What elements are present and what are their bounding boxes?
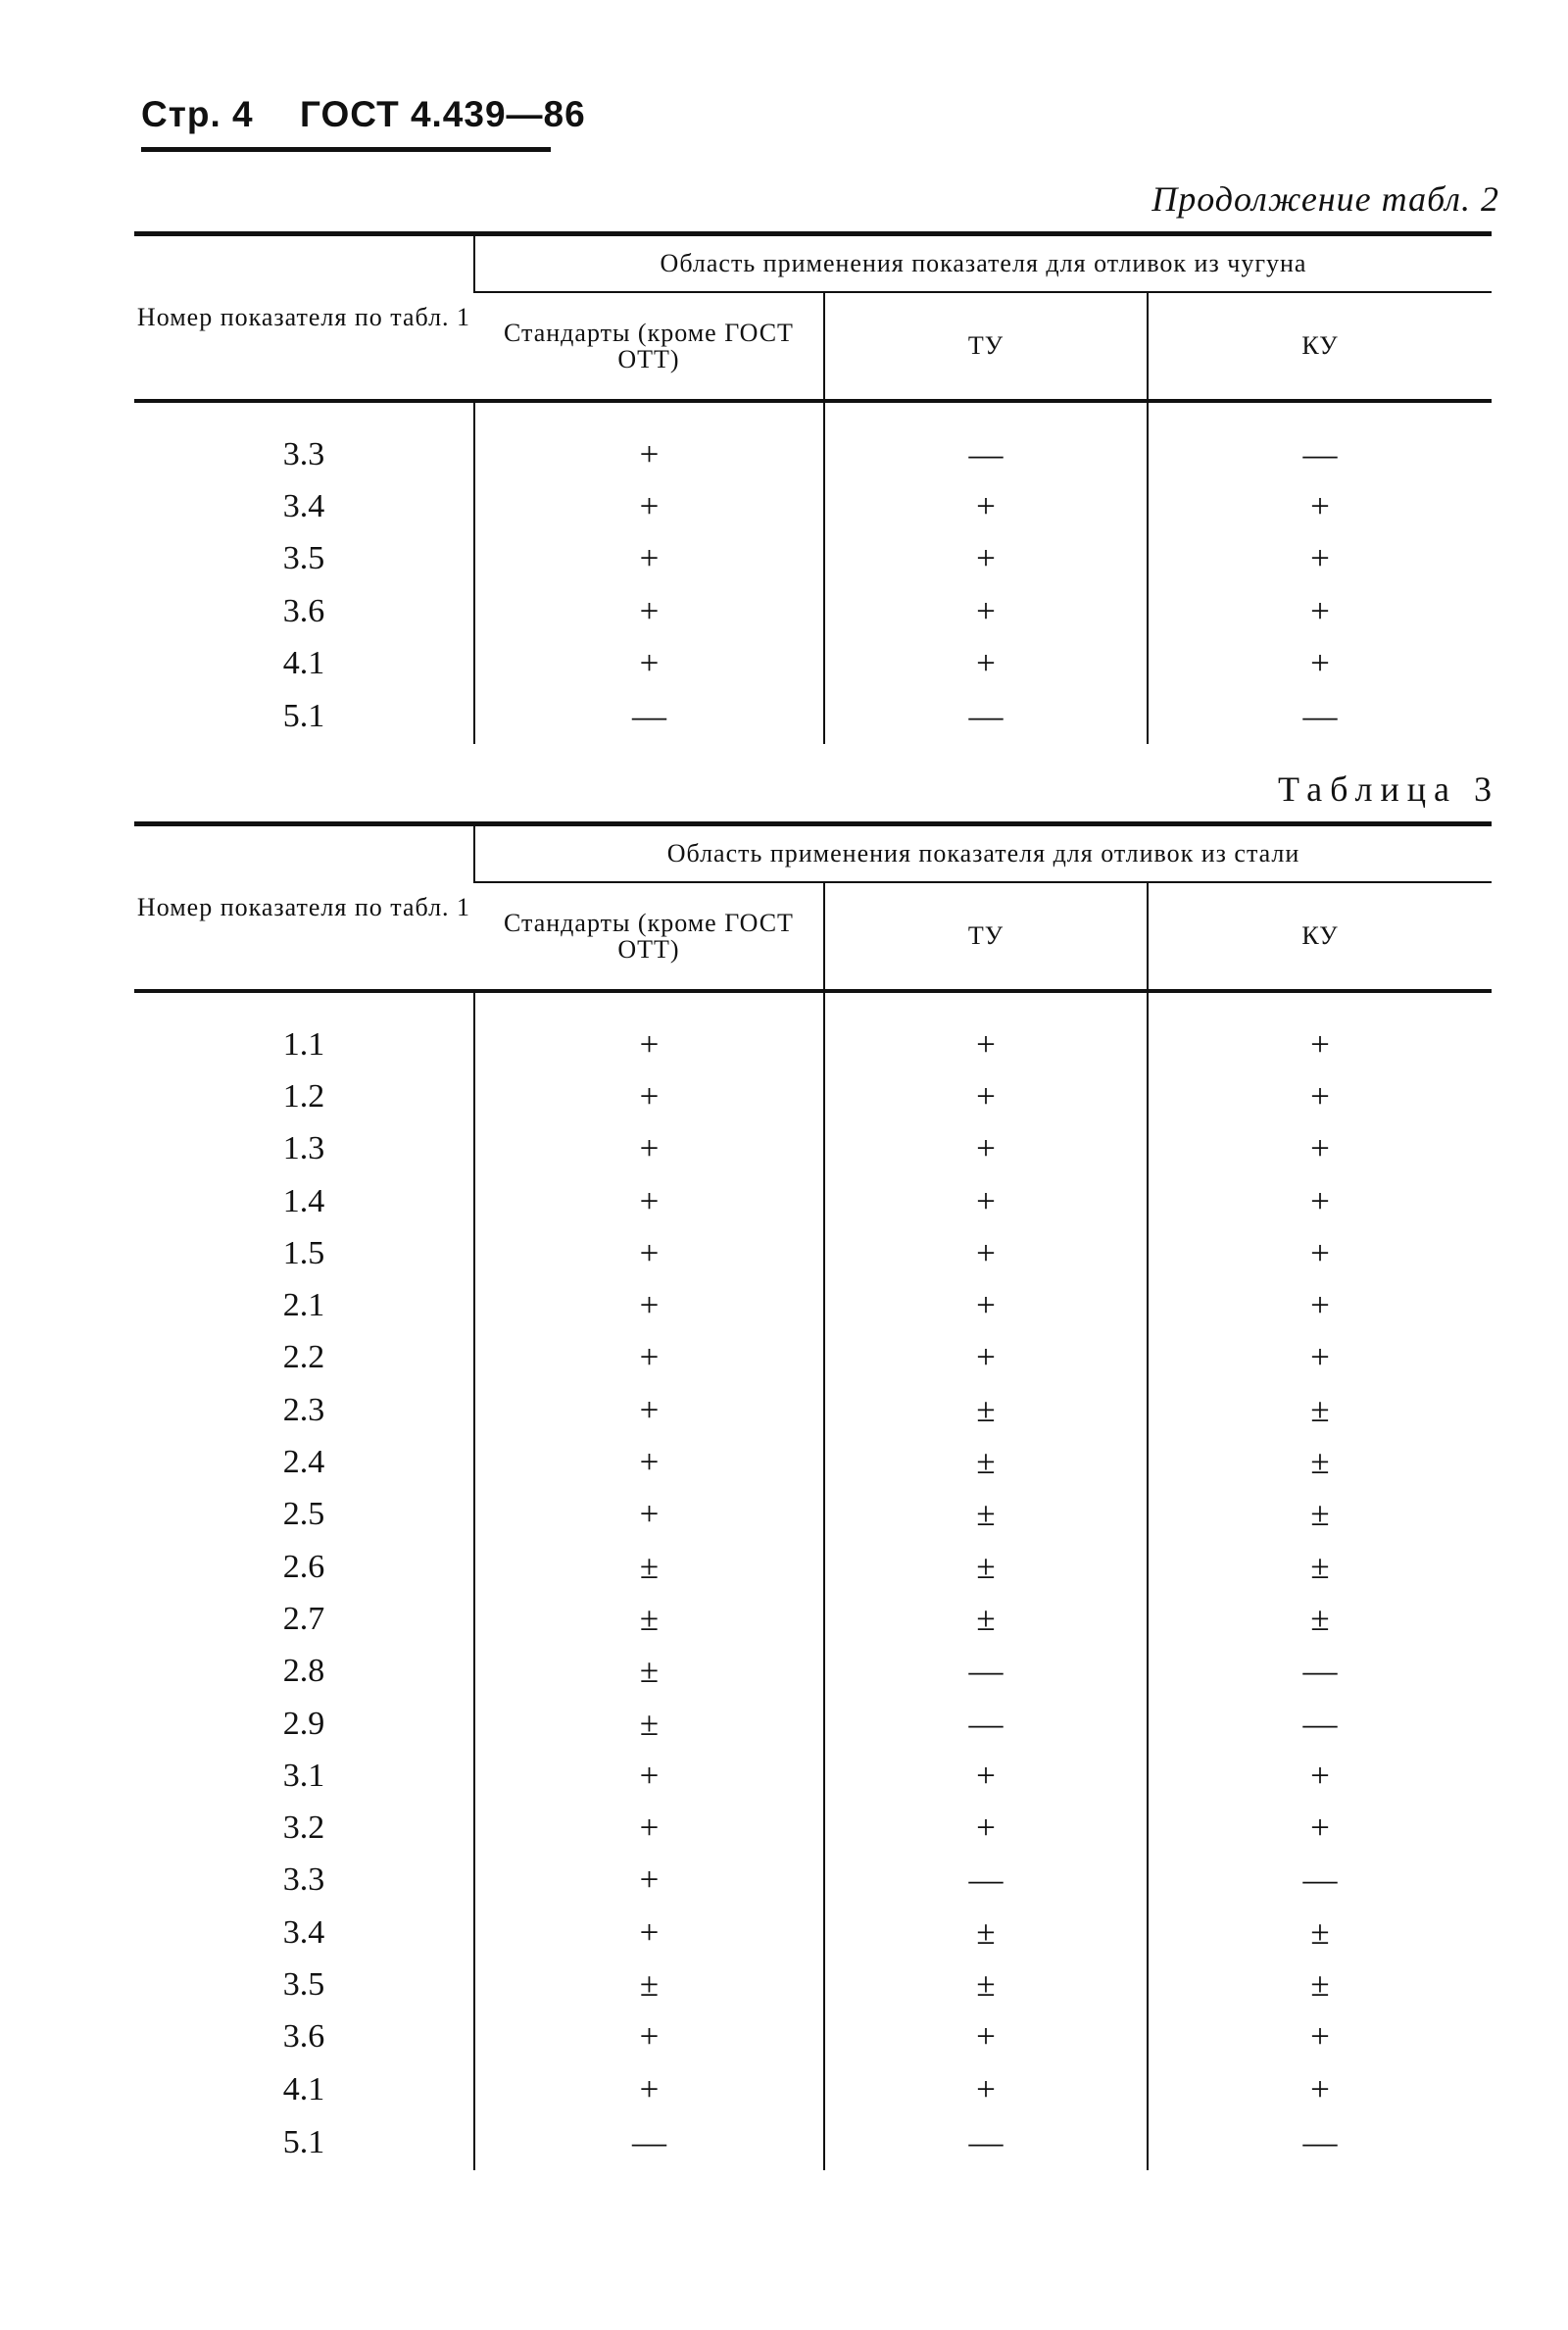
tu-cell: ± [824,1593,1148,1645]
indicator-number-cell: 4.1 [282,2070,325,2107]
ku-cell: + [1148,1018,1492,1070]
ku-cell: — [1148,1855,1492,1907]
table-row [134,1018,1492,1070]
tu-header: ТУ [824,292,1148,401]
page-header [141,90,586,152]
tu-cell: + [824,1802,1148,1854]
indicator-number-cell: 1.1 [282,1025,325,1063]
table-row [134,585,1492,637]
indicator-number-cell: 2.9 [282,1705,325,1742]
indicator-number-cell: 3.6 [282,592,325,629]
ku-cell: ± [1148,1436,1492,1488]
tu-cell: + [824,1279,1148,1331]
tu-cell: ± [824,1541,1148,1593]
standards-cell: + [474,428,824,480]
table-row [134,1279,1492,1331]
ku-cell: ± [1148,1489,1492,1541]
standards-cell: + [474,1070,824,1122]
standards-header: Стандарты (кроме ГОСТ ОТТ) [474,292,824,401]
standards-cell: + [474,1227,824,1279]
application-area-header: Область применения показателя для отливок из стали [474,824,1492,883]
tu-cell: + [824,585,1148,637]
ku-cell: + [1148,533,1492,585]
tu-cell: + [824,2063,1148,2115]
table-row [134,1332,1492,1384]
table-row [134,533,1492,585]
tu-cell: + [824,1175,1148,1227]
ku-cell: — [1148,1698,1492,1750]
table-row [134,1855,1492,1907]
table-row [134,2011,1492,2063]
standards-cell: + [474,480,824,532]
tu-cell: ± [824,1436,1148,1488]
indicator-number-cell: 3.5 [282,1965,325,2003]
table-row [134,1750,1492,1802]
ku-cell: + [1148,1123,1492,1175]
standard-number: ГОСТ 4.439—86 [300,94,586,134]
table-row [134,2115,1492,2170]
ku-cell: + [1148,2063,1492,2115]
indicator-number-cell: 3.6 [282,2018,325,2056]
ku-cell: ± [1148,1541,1492,1593]
tu-cell: + [824,1070,1148,1122]
standards-cell: + [474,1855,824,1907]
indicator-number-header: Номер показателя по табл. 1 [134,234,474,402]
indicator-number-cell: 1.5 [282,1234,325,1271]
table-row [134,1802,1492,1854]
tu-cell: + [824,1750,1148,1802]
indicator-number-cell: 5.1 [282,698,325,735]
ku-cell: — [1148,428,1492,480]
ku-cell: + [1148,1802,1492,1854]
tu-cell: + [824,1332,1148,1384]
ku-cell: + [1148,2011,1492,2063]
indicator-number-cell: 3.3 [282,1861,325,1899]
indicator-number-cell: 4.1 [282,644,325,681]
tu-cell: + [824,2011,1148,2063]
indicator-number-cell: 2.1 [282,1287,325,1324]
table-row [134,428,1492,480]
indicator-number-cell: 2.4 [282,1444,325,1481]
table-row [134,1123,1492,1175]
tu-header: ТУ [824,882,1148,991]
table-row [134,1175,1492,1227]
tu-cell: — [824,428,1148,480]
standards-cell: + [474,1436,824,1488]
page-number: Стр. 4 [141,94,254,134]
standards-cell: + [474,1907,824,1958]
tu-cell: ± [824,1907,1148,1958]
ku-cell: + [1148,1227,1492,1279]
table-row [134,1489,1492,1541]
tu-cell: ± [824,1489,1148,1541]
table-row [134,1593,1492,1645]
standards-cell: + [474,533,824,585]
ku-cell: + [1148,637,1492,689]
ku-cell: — [1148,689,1492,744]
standards-cell: — [474,689,824,744]
ku-cell: + [1148,1070,1492,1122]
standards-cell: ± [474,1698,824,1750]
table-3 [134,821,1492,2170]
tu-cell: + [824,533,1148,585]
table-row [134,637,1492,689]
table-row [134,1384,1492,1436]
standards-header: Стандарты (кроме ГОСТ ОТТ) [474,882,824,991]
tu-cell: — [824,689,1148,744]
tu-cell: + [824,480,1148,532]
indicator-number-cell: 2.8 [282,1653,325,1690]
tu-cell: + [824,637,1148,689]
standards-cell: + [474,1332,824,1384]
table-row [134,1646,1492,1698]
standards-cell: + [474,1750,824,1802]
ku-cell: + [1148,1279,1492,1331]
tu-cell: + [824,1018,1148,1070]
standards-cell: + [474,2063,824,2115]
table-row [134,2063,1492,2115]
ku-cell: — [1148,2115,1492,2170]
table-row [134,1541,1492,1593]
tu-cell: + [824,1123,1148,1175]
tu-cell: — [824,1698,1148,1750]
indicator-number-header: Номер показателя по табл. 1 [134,824,474,992]
tu-cell: ± [824,1384,1148,1436]
standards-cell: + [474,1123,824,1175]
indicator-number-cell: 2.2 [282,1339,325,1376]
standards-cell: ± [474,1646,824,1698]
ku-header: КУ [1148,292,1492,401]
table-row [134,689,1492,744]
ku-cell: + [1148,585,1492,637]
table-2-continued [134,231,1492,744]
ku-cell: + [1148,480,1492,532]
indicator-number-cell: 1.2 [282,1077,325,1115]
standards-cell: ± [474,1593,824,1645]
indicator-number-cell: 3.2 [282,1809,325,1847]
table-row [134,1698,1492,1750]
indicator-number-cell: 3.4 [282,1913,325,1951]
table3-caption: Таблица 3 [1278,769,1499,809]
indicator-number-cell: 5.1 [282,2124,325,2161]
tu-cell: ± [824,1958,1148,2010]
tu-cell: — [824,1855,1148,1907]
ku-cell: + [1148,1750,1492,1802]
ku-cell: + [1148,1175,1492,1227]
indicator-number-cell: 3.4 [282,487,325,524]
indicator-number-cell: 3.1 [282,1757,325,1794]
standards-cell: + [474,1384,824,1436]
standards-cell: ± [474,1541,824,1593]
standards-cell: + [474,1175,824,1227]
ku-cell: — [1148,1646,1492,1698]
standards-cell: ± [474,1958,824,2010]
standards-cell: + [474,1802,824,1854]
ku-header: КУ [1148,882,1492,991]
indicator-number-cell: 1.4 [282,1182,325,1219]
table-row [134,1227,1492,1279]
indicator-number-cell: 2.5 [282,1496,325,1533]
indicator-number-cell: 3.3 [282,435,325,472]
application-area-header: Область применения показателя для отливок из чугуна [474,234,1492,293]
ku-cell: ± [1148,1907,1492,1958]
indicator-number-cell: 3.5 [282,540,325,577]
tu-cell: — [824,2115,1148,2170]
ku-cell: ± [1148,1384,1492,1436]
table-row [134,1907,1492,1958]
indicator-number-cell: 2.7 [282,1600,325,1637]
table-row [134,480,1492,532]
indicator-number-cell: 2.6 [282,1548,325,1585]
indicator-number-cell: 2.3 [282,1391,325,1428]
standards-cell: — [474,2115,824,2170]
ku-cell: ± [1148,1593,1492,1645]
ku-cell: + [1148,1332,1492,1384]
tu-cell: — [824,1646,1148,1698]
table-row [134,1958,1492,2010]
tu-cell: + [824,1227,1148,1279]
standards-cell: + [474,2011,824,2063]
table-row [134,1436,1492,1488]
indicator-number-cell: 1.3 [282,1130,325,1167]
ku-cell: ± [1148,1958,1492,2010]
standards-cell: + [474,1018,824,1070]
standards-cell: + [474,1489,824,1541]
standards-cell: + [474,585,824,637]
table-row [134,1070,1492,1122]
standards-cell: + [474,637,824,689]
standards-cell: + [474,1279,824,1331]
table2-continued-caption: Продолжение табл. 2 [1152,179,1499,219]
